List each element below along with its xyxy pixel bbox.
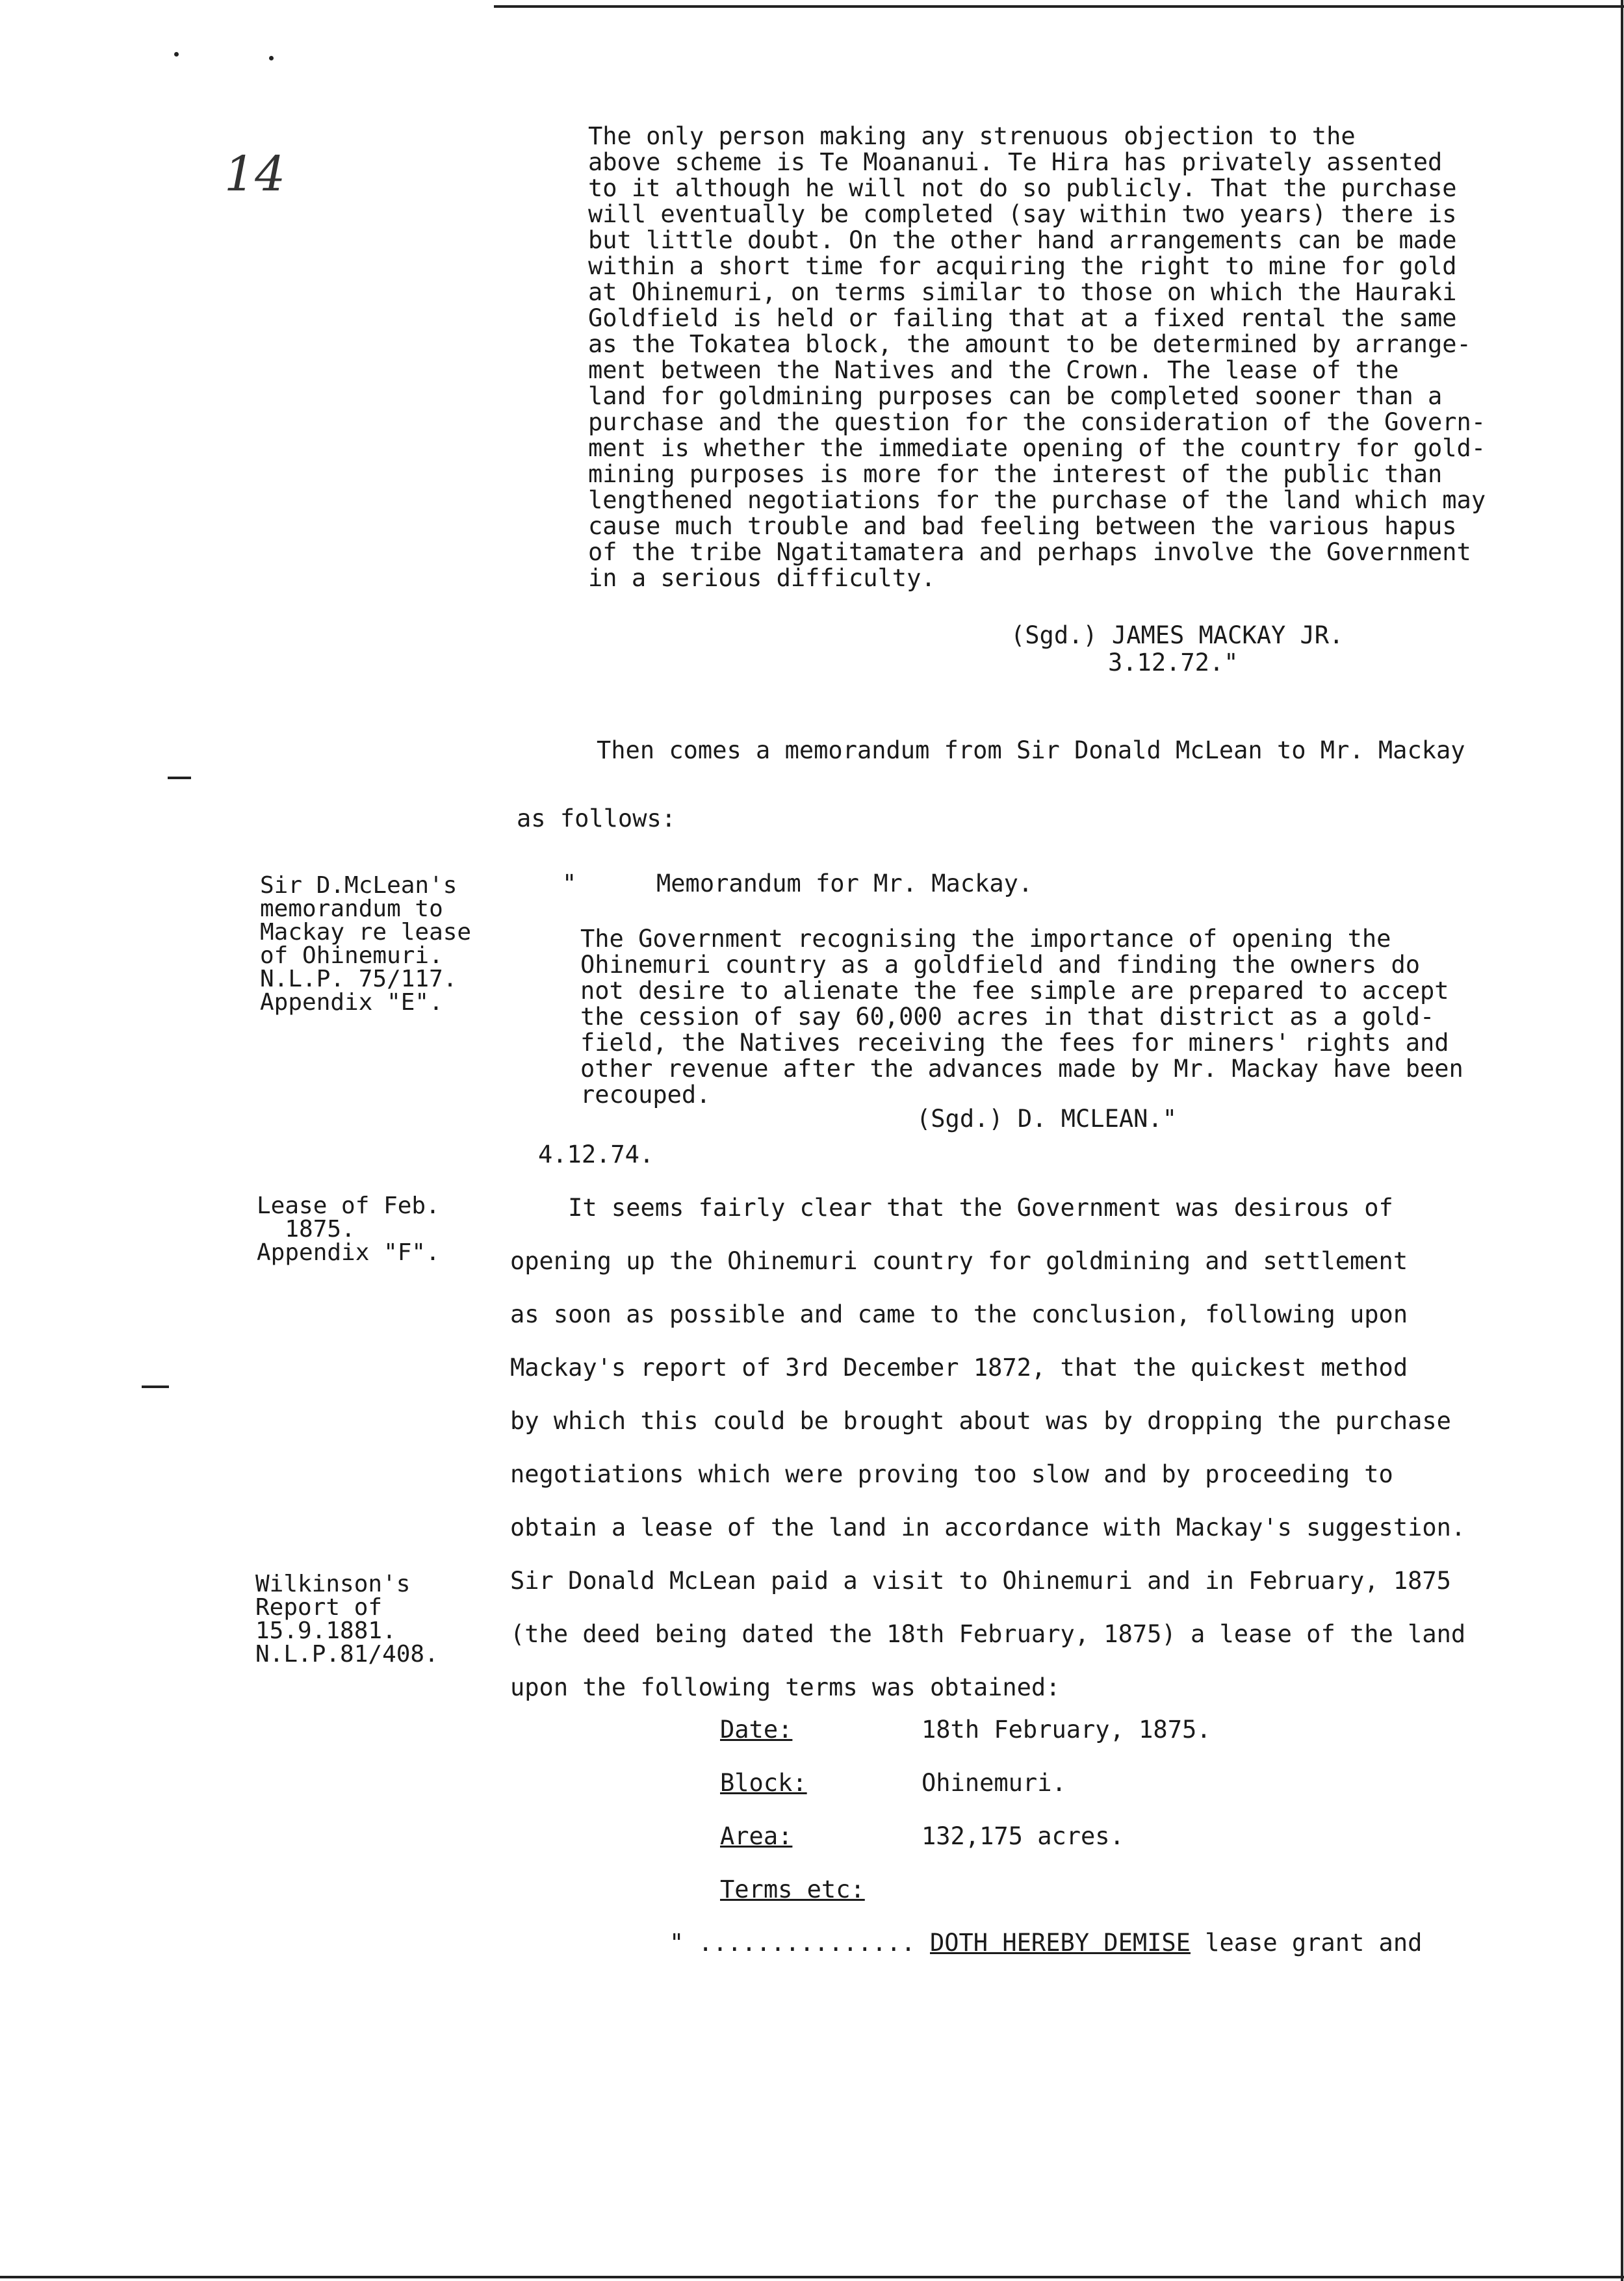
text-line: negotiations which were proving too slow and by proceeding to bbox=[510, 1460, 1393, 1488]
closing-underlined: DOTH HEREBY DEMISE bbox=[929, 1929, 1191, 1957]
scan-speck bbox=[269, 56, 274, 60]
text-line: recouped. bbox=[580, 1081, 711, 1109]
signature-date: 3.12.72." bbox=[1108, 649, 1239, 677]
text-line: Mackay's report of 3rd December 1872, that the quickest method bbox=[510, 1354, 1408, 1382]
closing-line bbox=[669, 1930, 1422, 1956]
text-line: at Ohinemuri, on terms similar to those on which the Hauraki bbox=[588, 278, 1457, 306]
text-line: other revenue after the advances made by Mr. Mackay have been bbox=[580, 1055, 1463, 1083]
text-line: The Government recognising the importance of opening the bbox=[580, 925, 1391, 953]
intro-line: Then comes a memorandum from Sir Donald McLean to Mr. Mackay bbox=[597, 736, 1465, 764]
scan-border-top bbox=[494, 5, 1624, 8]
text-line: not desire to alienate the fee simple are prepared to accept bbox=[580, 977, 1449, 1005]
margin-line: Appendix "F". bbox=[257, 1239, 440, 1266]
text-line: as the Tokatea block, the amount to be determined by arrange- bbox=[588, 330, 1471, 358]
text-line: land for goldmining purposes can be completed sooner than a bbox=[588, 382, 1443, 410]
margin-line: Appendix "E". bbox=[260, 989, 443, 1016]
text-line: to it although he will not do so publicly. That the purchase bbox=[588, 174, 1457, 202]
memo-signature: (Sgd.) D. MCLEAN." bbox=[916, 1105, 1177, 1133]
text-line: will eventually be completed (say within two years) there is bbox=[588, 200, 1457, 228]
memo-open-quote: " bbox=[562, 870, 577, 897]
memo-date: 4.12.74. bbox=[538, 1140, 654, 1168]
scan-border-bottom bbox=[0, 2276, 1624, 2278]
margin-line: Lease of Feb. bbox=[257, 1192, 440, 1219]
text-line: as soon as possible and came to the conclusion, following upon bbox=[510, 1300, 1408, 1328]
term-label-terms: Terms etc: bbox=[720, 1875, 865, 1903]
margin-line: Sir D.McLean's bbox=[260, 872, 458, 899]
text-line: lengthened negotiations for the purchase of the land which may bbox=[588, 486, 1486, 514]
text-line: by which this could be brought about was by dropping the purchase bbox=[510, 1407, 1451, 1435]
margin-line: Report of bbox=[255, 1594, 383, 1621]
text-line: Sir Donald McLean paid a visit to Ohinemuri and in February, 1875 bbox=[510, 1567, 1451, 1595]
margin-line: 1875. bbox=[257, 1216, 355, 1243]
term-value-area: 132,175 acres. bbox=[922, 1822, 1124, 1850]
signature-name: (Sgd.) JAMES MACKAY JR. bbox=[1011, 621, 1344, 649]
margin-line: N.L.P. 75/117. bbox=[260, 966, 458, 992]
text-line: purchase and the question for the consideration of the Govern- bbox=[588, 408, 1486, 436]
text-line: The only person making any strenuous objection to the bbox=[588, 122, 1356, 150]
text-line: ment is whether the immediate opening of the country for gold- bbox=[588, 434, 1486, 462]
paragraph-2 bbox=[510, 1181, 1465, 1714]
text-line: of the tribe Ngatitamatera and perhaps involve the Government bbox=[588, 538, 1471, 566]
term-label-area: Area: bbox=[720, 1822, 793, 1850]
text-line: (the deed being dated the 18th February, 1875) a lease of the land bbox=[510, 1620, 1466, 1648]
text-line: ment between the Natives and the Crown. The lease of the bbox=[588, 356, 1399, 384]
margin-note-memorandum bbox=[260, 874, 471, 1014]
memo-heading: Memorandum for Mr. Mackay. bbox=[656, 870, 1033, 897]
text-line: mining purposes is more for the interest of the public than bbox=[588, 460, 1443, 488]
term-label-date: Date: bbox=[720, 1716, 793, 1744]
memo-body bbox=[580, 926, 1463, 1108]
text-line: in a serious difficulty. bbox=[588, 564, 936, 592]
scan-mark bbox=[142, 1385, 169, 1388]
text-line: Goldfield is held or failing that at a fixed rental the same bbox=[588, 304, 1457, 332]
term-label-block: Block: bbox=[720, 1769, 807, 1797]
intro-line: as follows: bbox=[517, 805, 677, 832]
scan-speck bbox=[174, 52, 179, 57]
text-line: above scheme is Te Moananui. Te Hira has privately assented bbox=[588, 148, 1443, 176]
text-line: field, the Natives receiving the fees for miners' rights and bbox=[580, 1029, 1449, 1057]
scan-border-right bbox=[1621, 0, 1623, 2281]
closing-prefix: " ............... bbox=[669, 1929, 916, 1957]
text-line: Ohinemuri country as a goldfield and finding the owners do bbox=[580, 951, 1421, 979]
margin-note-wilkinson bbox=[255, 1573, 439, 1666]
text-line: obtain a lease of the land in accordance with Mackay's suggestion. bbox=[510, 1514, 1466, 1541]
term-value-date: 18th February, 1875. bbox=[922, 1716, 1211, 1744]
text-line: but little doubt. On the other hand arrangements can be made bbox=[588, 226, 1457, 254]
margin-line: of Ohinemuri. bbox=[260, 942, 443, 969]
page-number: 14 bbox=[224, 146, 286, 202]
text-line: It seems fairly clear that the Government was desirous of bbox=[510, 1194, 1393, 1222]
margin-line: 15.9.1881. bbox=[255, 1617, 396, 1644]
scan-mark bbox=[168, 777, 191, 779]
paragraph-1 bbox=[588, 123, 1486, 591]
text-line: upon the following terms was obtained: bbox=[510, 1673, 1061, 1701]
text-line: opening up the Ohinemuri country for goldmining and settlement bbox=[510, 1247, 1408, 1275]
margin-line: Mackay re lease bbox=[260, 919, 472, 946]
text-line: within a short time for acquiring the right to mine for gold bbox=[588, 252, 1457, 280]
margin-line: memorandum to bbox=[260, 896, 443, 922]
margin-note-lease bbox=[257, 1194, 440, 1265]
margin-line: N.L.P.81/408. bbox=[255, 1641, 439, 1668]
text-line: cause much trouble and bad feeling between the various hapus bbox=[588, 512, 1457, 540]
margin-line: Wilkinson's bbox=[255, 1571, 411, 1597]
term-value-block: Ohinemuri. bbox=[922, 1769, 1066, 1797]
text-line: the cession of say 60,000 acres in that district as a gold- bbox=[580, 1003, 1435, 1031]
closing-suffix: lease grant and bbox=[1190, 1929, 1423, 1957]
